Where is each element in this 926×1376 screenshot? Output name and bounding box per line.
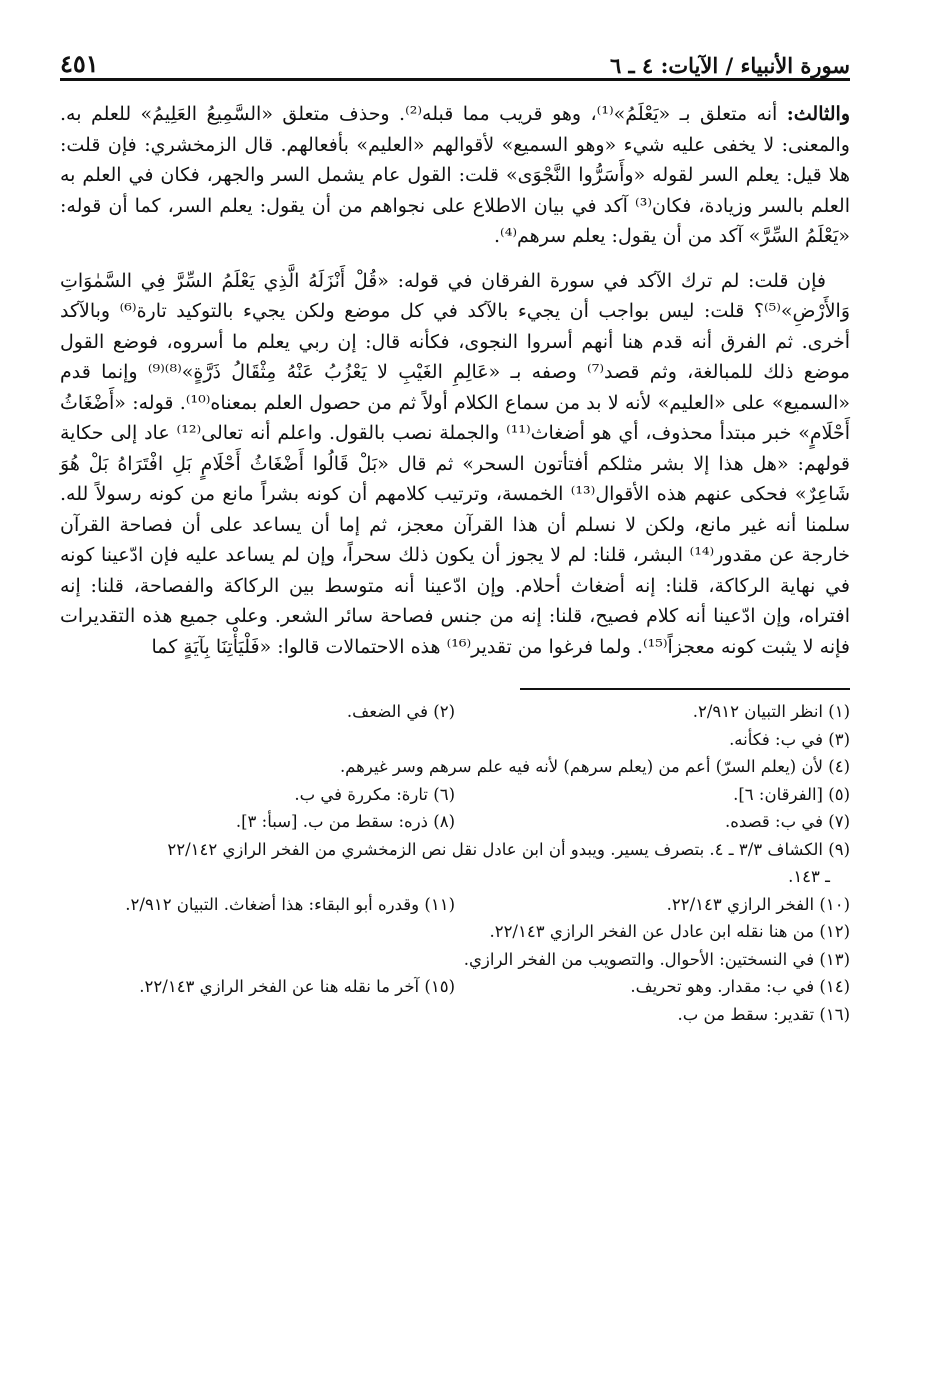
footnote-8: (٨) ذره: سقط من ب. [سبأ: ٣].	[235, 812, 455, 831]
footnote-11: (١١) وقدره أبو البقاء: هذا أضغاث. التبيان ٢/٩١٢.	[125, 894, 455, 914]
footnote-6: (٦) تارة: مكررة في ب.	[294, 784, 455, 804]
footnote-row	[60, 973, 850, 1001]
paragraph-lead: والثالث:	[786, 103, 850, 125]
footnote-separator	[520, 688, 850, 690]
main-text	[60, 99, 850, 662]
footnote-12: (١٢) من هنا نقله ابن عادل عن الفخر الرازي ٢٢/١٤٣.	[489, 922, 850, 941]
footnote-3: (٣) في ب: فكأنه.	[729, 729, 850, 749]
footnote-row	[60, 891, 850, 919]
footnote-13: (١٣) في النسختين: الأحوال. والتصويب من الفخر الرازي.	[463, 949, 850, 969]
footnote-row	[60, 698, 850, 726]
footnote-16: (١٦) تقدير: سقط من ب.	[677, 1004, 850, 1024]
footnotes	[60, 698, 850, 1028]
footnote-9: (٩) الكشاف ٣/٣ ـ ٤. بتصرف يسير. ويبدو أن ابن عادل نقل نص الزمخشري من الفخر الرازي ٢٢/١٤٢	[167, 839, 850, 859]
footnote-5: (٥) [الفرقان: ٦].	[733, 784, 850, 804]
paragraph-1-text: أنه متعلق بـ «يَعْلَمُ»⁽¹⁾، وهو قريب مما قبله⁽²⁾. وحذف متعلق «السَّمِيعُ العَلِيمُ» للعلم به. والمعنى: لا يخفى عليه شيء «وهو السميع» لأقوالهم «العليم» بأفعالهم. قال الزمخشري: فإن قلت: هلا قيل: يعلم السر لقوله «وأَسَرُّوا النَّجْوَى» قلت: القول عام يشمل السر والجهر، فكان في العلم به العلم بالسر وزيادة، فكان⁽³⁾ آكد في بيان الاطلاع على نجواهم من أن يقول: يعلم السر، كما أن قوله: «يَعْلَمُ السِّرَّ» آكد من أن يقول: يعلم سرهم⁽⁴⁾.	[60, 103, 850, 247]
running-title: سورة الأنبياء / الآيات: ٤ ـ ٦	[609, 53, 850, 78]
page-number: ٤٥١	[60, 49, 99, 78]
footnote-4: (٤) لأن (يعلم السرّ) أعم من (يعلم سرهم) لأنه فيه علم سرهم وسر غيرهم.	[339, 757, 850, 776]
footnote-row	[60, 781, 850, 809]
page-header	[60, 30, 850, 81]
footnote-14: (١٤) في ب: مقدار. وهو تحريف.	[630, 977, 850, 996]
footnote-7: (٧) في ب: قصده.	[725, 812, 850, 831]
book-page	[60, 30, 850, 1028]
footnote-9-continuation: ـ ١٤٣.	[788, 867, 830, 886]
paragraph-1	[60, 99, 850, 252]
footnote-15: (١٥) آخر ما نقله هنا عن الفخر الرازي ٢٢/١٤٣.	[139, 977, 455, 996]
footnote-1: (١) انظر التبيان ٢/٩١٢.	[692, 702, 850, 721]
footnote-2: (٢) في الضعف.	[346, 702, 455, 721]
paragraph-2: فإن قلت: لم ترك الآكد في سورة الفرقان في قوله: «قُلْ أَنْزَلَهُ الَّذِي يَعْلَمُ السِّرَّ فِي السَّمٰوَاتِ وَالأَرْضِ»⁽⁵⁾؟ قلت: ليس بواجب أن يجيء بالآكد في كل موضع ولكن يجيء بالتوكيد تارة⁽⁶⁾ وبالآكد أخرى. ثم الفرق أنه قدم هنا أنهم أسروا النجوى، فكأنه قال: إن ربي يعلم ما أسروه، فوضع القول موضع ذلك للمبالغة، وثم قصد⁽⁷⁾ وصفه بـ «عَالِمِ الغَيْبِ لا يَعْزُبُ عَنْهُ مِثْقَالُ ذَرَّةٍ»⁽⁸⁾⁽⁹⁾ وإنما قدم «السميع» على «العليم» لأنه لا بد من سماع الكلام أولاً ثم من حصول العلم بمعناه⁽¹⁰⁾. قوله: «أَضْغَاثُ أَحْلَامٍ» خبر مبتدأ محذوف، أي هو أضغاث⁽¹¹⁾ والجملة نصب بالقول. واعلم أنه تعالى⁽¹²⁾ عاد إلى حكاية قولهم: «هل هذا إلا بشر مثلكم أفتأتون السحر» ثم قال «بَلْ قَالُوا أَضْغَاثُ أَحْلَامٍ بَلِ افْتَرَاهُ بَلْ هُوَ شَاعِرٌ» فحكى عنهم هذه الأقوال⁽¹³⁾ الخمسة، وترتيب كلامهم أن كونه بشراً مانع من كونه رسولاً لله. سلمنا أنه غير مانع، ولكن لا نسلم أن هذا القرآن معجز، ثم إما أن يساعد على أن فصاحة القرآن خارجة عن مقدور⁽¹⁴⁾ البشر، قلنا: لم لا يجوز أن يكون ذلك سحراً، وإن لم يساعد عليه فإن ادّعينا كونه في نهاية الركاكة، قلنا: إنه أضغاث أحلام. وإن ادّعينا أنه متوسط بين الركاكة والفصاحة، قلنا: إنه افتراه، وإن ادّعينا أنه كلام فصيح، قلنا: إنه من جنس فصاحة سائر الشعر. وعلى جميع هذه التقديرات فإنه لا يثبت كونه معجزاً⁽¹⁵⁾. ولما فرغوا من تقدير⁽¹⁶⁾ هذه الاحتمالات قالوا: «فَلْيَأْتِنَا بِآيَةٍ كما	[60, 269, 850, 658]
footnote-row	[60, 808, 850, 836]
footnote-10: (١٠) الفخر الرازي ٢٢/١٤٣.	[666, 894, 850, 914]
